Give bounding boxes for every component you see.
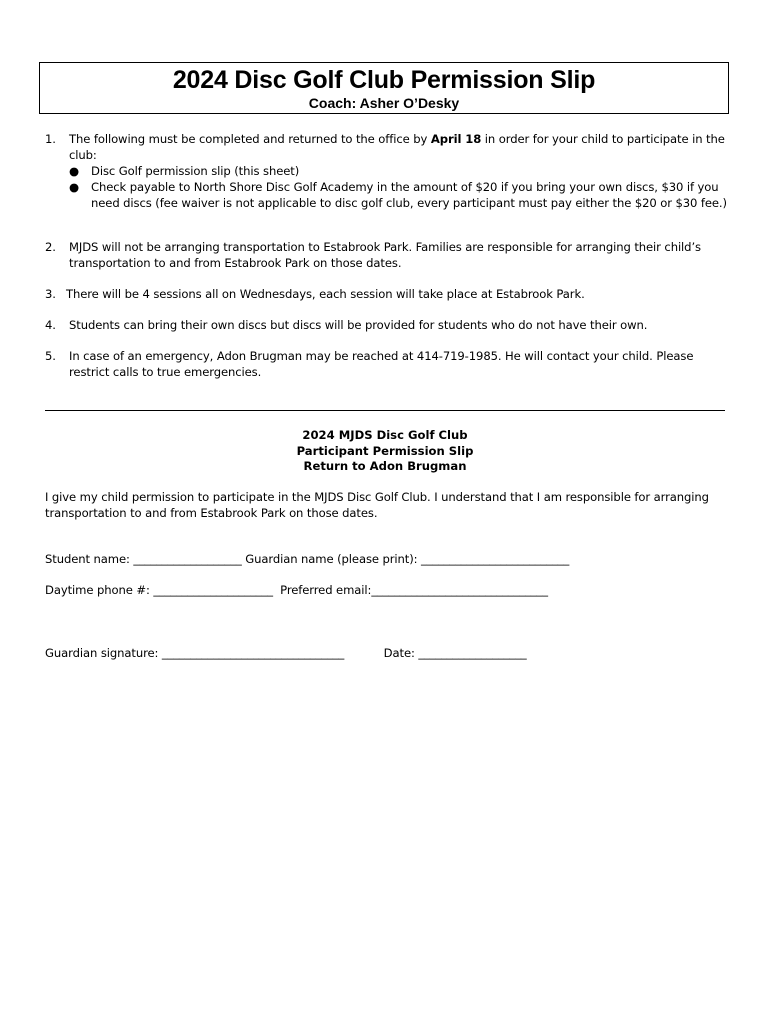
item-number: 1.	[45, 132, 56, 146]
slip-title: 2024 MJDS Disc Golf Club	[302, 428, 468, 442]
slip-heading	[0, 428, 770, 475]
item-text	[69, 131, 729, 211]
item-text: There will be 4 sessions all on Wednesdays, each session will take place at Estabrook Park.	[66, 287, 585, 301]
list-item	[69, 163, 729, 179]
bullet-icon: ●	[69, 180, 80, 194]
bullet-text: Disc Golf permission slip (this sheet)	[91, 164, 300, 178]
bullet-text: Check payable to North Shore Disc Golf Academy in the amount of $20 if you bring your own discs, $30 if you need discs (fee waiver is not applicable to disc golf club, every participant must pay either the $20 or $30 fee.)	[91, 180, 727, 210]
list-item	[69, 179, 729, 211]
student-guardian-name-row: Student name: ___________________ Guardian name (please print): __________________________	[45, 552, 570, 566]
slip-return-to: Return to Adon Brugman	[303, 459, 467, 473]
bullet-icon: ●	[69, 164, 80, 178]
item-number: 2.	[45, 240, 56, 254]
item-text: In case of an emergency, Adon Brugman may be reached at 414-719-1985. He will contact your child. Please restrict calls to true emergencies.	[69, 349, 694, 379]
item-text-before: The following must be completed and returned to the office by	[69, 132, 431, 146]
item-text: Students can bring their own discs but discs will be provided for students who do not have their own.	[69, 318, 648, 332]
signature-date-row: Guardian signature: ________________________________ Date: ___________________	[45, 646, 527, 660]
slip-subtitle: Participant Permission Slip	[296, 443, 474, 458]
item-text-after: in order for your child to participate in the club:	[69, 132, 725, 162]
item-number: 5.	[45, 349, 56, 363]
header-box	[39, 62, 729, 114]
requirements-list	[69, 163, 729, 211]
phone-email-row: Daytime phone #: _____________________ Preferred email:_______________________________	[45, 583, 548, 597]
item-number: 4.	[45, 318, 56, 332]
item-number: 3.	[45, 287, 56, 301]
page-title: 2024 Disc Golf Club Permission Slip	[172, 66, 596, 94]
section-divider	[45, 410, 725, 411]
deadline-date: April 18	[430, 132, 482, 146]
consent-paragraph: I give my child permission to participate in the MJDS Disc Golf Club. I understand that I am responsible for arranging transportation to and from Estabrook Park on those dates.	[45, 490, 709, 520]
item-text: MJDS will not be arranging transportation to Estabrook Park. Families are responsible for arranging their child’s transportation to and from Estabrook Park on those dates.	[69, 240, 701, 270]
coach-name: Coach: Asher O’Desky	[308, 95, 460, 111]
